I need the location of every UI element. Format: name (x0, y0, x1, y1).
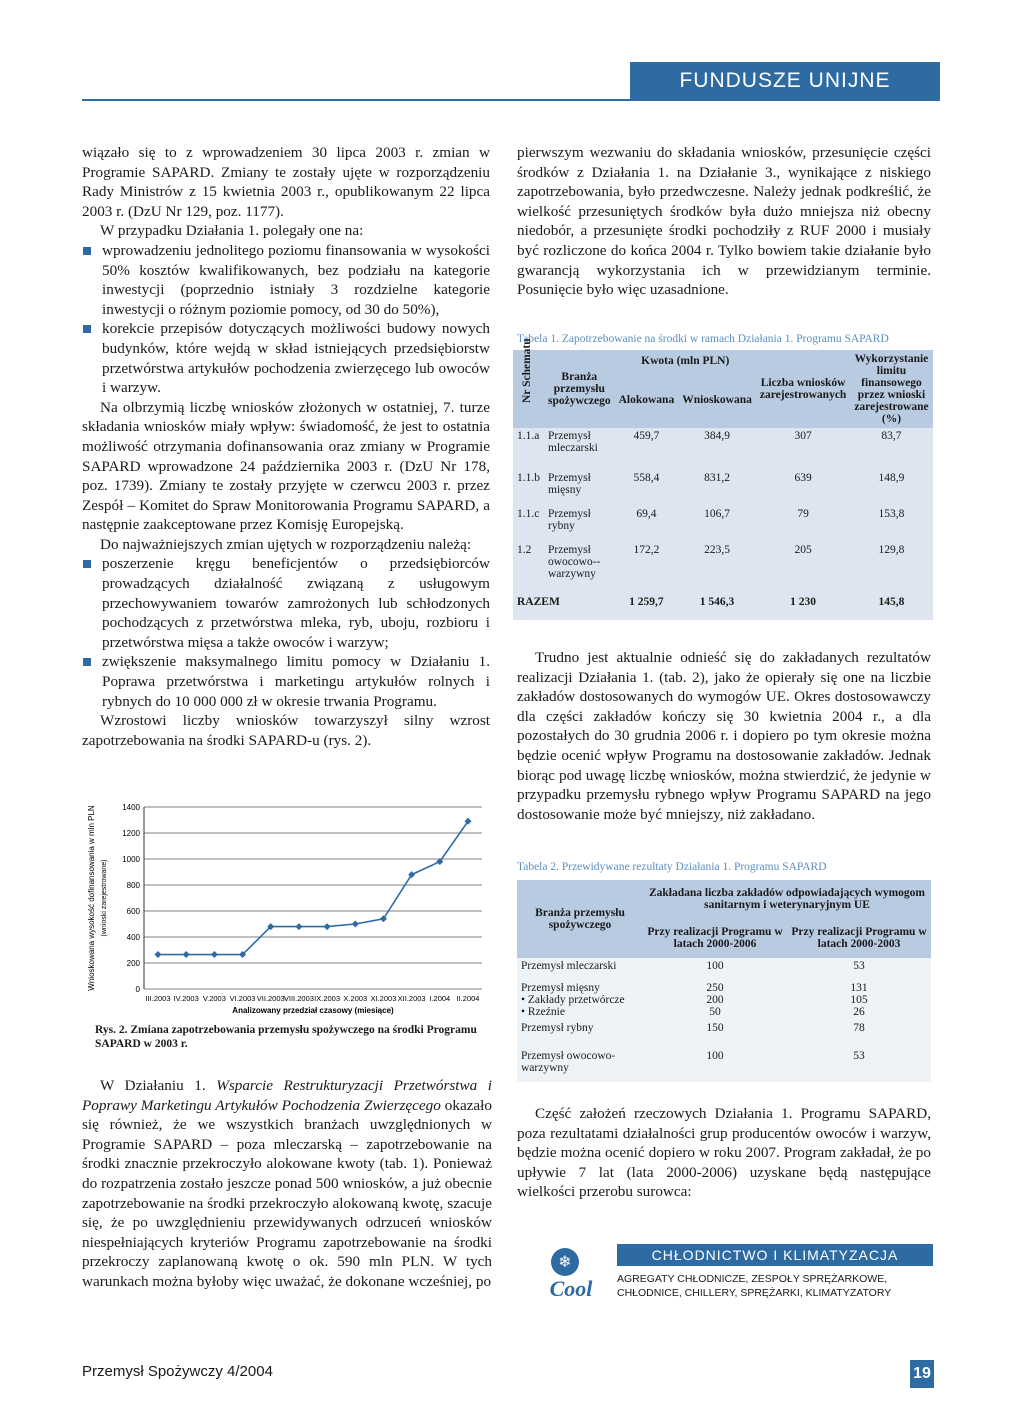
x-tick-label: VII.2003 (256, 994, 285, 1003)
x-tick-label: II.2004 (456, 994, 480, 1003)
section-header-band (630, 62, 940, 100)
x-tick-label: III.2003 (145, 994, 171, 1003)
table2-header-without: Przy realizacji Programu w latach 2000-2003 (787, 918, 931, 958)
paragraph: Część założeń rzeczowych Działania 1. Programu SAPARD, poza rezultatami działalności grup producentów owoców i warzyw, będzie można ocenić dopiero w roku 2007. Program zakładał, że po upływie 7 lat (lata 2000-2006) uzyskane będą następujące wielkości przerobu surowca: (517, 1105, 931, 1201)
table-row: 1.1.c Przemysł rybny 69,4 106,7 79 153,8 (513, 506, 933, 542)
table-row: 1.2 Przemysł owocowo--warzywny 172,2 223,5 205 129,8 (513, 542, 933, 594)
y-tick-label: 800 (126, 881, 140, 890)
data-point (352, 921, 359, 928)
x-tick-label: VI.2003 (229, 994, 256, 1003)
bullet-item: korekcie przepisów dotyczących możliwości budowy nowych budynków, które wejdą w skład istniejących przedsiębiorstw przetwórstwa artykułów pochodzenia zwierzęcego lub owoców i warzyw. (82, 319, 490, 397)
y-tick-label: 0 (135, 985, 140, 994)
paragraph: W Działaniu 1. Wsparcie Restrukturyzacji Przetwórstwa i Poprawy Marketingu Artykułów Pochodzenia Zwierzęcego okazało się również, że we wszystkich branżach uwzględnionych w Programie SAPARD – poza mleczarską – zapotrzebowanie na środki znacznie przekroczyło alokowane kwoty (tab. 1). Ponieważ do rozpatrzenia zostało jeszcze ponad 500 wniosków, a już obecnie zapotrzebowanie na środki przekroczyło alokowaną kwotę, szacuje się, że po uwzględnieniu przewidywanych odrzuceń wniosków niespełniających kryteriów Programu zapotrzebowanie na środki przekroczy zaplanowaną kwotę o ok. 590 mln PLN. W tych warunkach można byłoby więc uważać, że dokonane wcześniej, po (82, 1077, 492, 1290)
bullet-item: wprowadzeniu jednolitego poziomu finansowania w wysokości 50% kosztów kwalifikowanych, bez podziału na kategorie inwestycji (poprzednio istniały 3 rozdzielne kategorie inwestycji o różnym poziomie pomocy, od 30 do 50%), (82, 241, 490, 319)
page-number: 19 (910, 1360, 934, 1388)
x-tick-label: XI.2003 (370, 994, 397, 1003)
table2-header-with: Przy realizacji Programu w latach 2000-2006 (643, 918, 787, 958)
journal-footer: Przemysł Spożywczy 4/2004 (82, 1363, 273, 1380)
table-row: • Zakłady przetwórcze 200 105 (517, 994, 931, 1006)
y-tick-label: 600 (126, 907, 140, 916)
table1-header-quota: Kwota (mln PLN) (615, 350, 756, 372)
table1-header-req: Wnioskowana (678, 372, 756, 428)
paragraph: Wzrostowi liczby wniosków towarzyszył silny wzrost zapotrzebowania na środki SAPARD-u (rys. 2). (82, 712, 490, 749)
bullet-item: zwiększenie maksymalnego limitu pomocy w Działaniu 1. Poprawa przetwórstwa i marketingu artykułów rolnych i rybnych do 10 000 000 zł w okresie trwania Programu. (82, 652, 490, 711)
ad-text: AGREGATY CHŁODNICZE, ZESPOŁY SPRĘŻARKOWE, CHŁODNICE, CHILLERY, SPRĘŻARKI, KLIMATYZATORY (617, 1273, 892, 1299)
y-tick-label: 1200 (122, 829, 140, 838)
y-tick-label: 400 (126, 933, 140, 942)
cool-logo (537, 1244, 605, 1306)
x-tick-label: V.2003 (202, 994, 226, 1003)
table2-header-group: Zakładana liczba zakładów odpowiadających wymogom sanitarnym i weterynaryjnym UE (643, 880, 931, 918)
paragraph: wiązało się to z wprowadzeniem 30 lipca 2003 r. zmian w Programie SAPARD. Zmiany te zostały ujęte w rozporządzeniu Rady Ministrów z 15 kwietnia 2003 r., opublikowanym 22 lipca 2003 r. (DzU Nr 129, poz. 1177). (82, 144, 490, 220)
table1-caption: Tabela 1. Zapotrzebowanie na środki w ramach Działania 1. Programu SAPARD (517, 333, 889, 345)
table1-header-scheme: Nr Schematu (513, 350, 544, 428)
table2-caption: Tabela 2. Przewidywane rezultaty Działania 1. Programu SAPARD (517, 861, 827, 873)
line-chart (82, 785, 492, 1020)
y-axis-sublabel: (wnioski zarejestrowane) (101, 859, 108, 937)
x-tick-label: VIII.2003 (283, 994, 314, 1003)
x-tick-label: IV.2003 (173, 994, 199, 1003)
right-column-middle (517, 648, 931, 824)
right-column-top (517, 143, 931, 300)
x-tick-label: X.2003 (343, 994, 368, 1003)
x-tick-label: I.2004 (429, 994, 451, 1003)
table-row-total: RAZEM 1 259,7 1 546,3 1 230 145,8 (513, 594, 933, 620)
header-rule (82, 99, 940, 101)
table-row: Przemysł owocowo-warzywny 100 53 (517, 1048, 931, 1082)
table1-header-count: Liczba wniosków zarejestrowanych (756, 350, 850, 428)
svg-text:Cool: Cool (549, 1276, 593, 1301)
svg-text:❄: ❄ (558, 1252, 572, 1271)
right-column-bottom (517, 1104, 931, 1202)
x-axis-label: Analizowany przedział czasowy (miesiące) (232, 1006, 394, 1015)
left-column-bottom (82, 1076, 492, 1292)
table-row: Przemysł mleczarski 100 53 (517, 958, 931, 980)
table-row: • Rzeźnie 50 26 (517, 1006, 931, 1020)
data-point (155, 951, 162, 958)
paragraph: Trudno jest aktualnie odnieść się do zakładanych rezultatów realizacji Działania 1. (tab. 2), jako że opierały się one na liczbie zakładów dostosowanych do wymogów UE. Okres dostosowawczy dla części zakładów kończy się 30 kwietnia 2004 r., a dla pozostałych do 30 grudnia 2006 r. i dopiero po tym okresie można będzie ocenić wpływ Programu na dostosowanie zakładów. Jednak biorąc pod uwagę liczbę wniosków, można stwierdzić, że jedynie w przypadku przemysłu rybnego wpływ Programu SAPARD na jego dostosowanie może być mniejszy, niż zakładano. (517, 649, 931, 823)
ad-title: CHŁODNICTWO I KLIMATYZACJA (651, 1247, 899, 1263)
data-point (295, 923, 302, 930)
table1-header-branch: Branża przemysłu spożywczego (544, 350, 615, 428)
ad-title-band (617, 1244, 933, 1266)
table2-header-branch: Branża przemysłu spożywczego (517, 880, 643, 958)
data-series-line (158, 821, 468, 954)
y-axis-label: Wnioskowana wysokość dofinansowania w mln PLN (87, 805, 96, 991)
table-row: 1.1.b Przemysł mięsny 558,4 831,2 639 148,9 (513, 470, 933, 506)
paragraph: W przypadku Działania 1. polegały one na: (100, 222, 364, 240)
figure-caption: Rys. 2. Zmiana zapotrzebowania przemysłu spożywczego na środki Programu SAPARD w 2003 r. (95, 1024, 477, 1050)
data-point (324, 923, 331, 930)
table-row: Przemysł mięsny 250 131 (517, 980, 931, 994)
y-tick-label: 1400 (122, 803, 140, 812)
table-row: Przemysł rybny 150 78 (517, 1020, 931, 1048)
x-tick-label: XII.2003 (397, 994, 426, 1003)
data-point (211, 951, 218, 958)
table1-header-used: Wykorzystanie limitu finansowego przez wnioski zarejestrowane (%) (850, 350, 932, 428)
paragraph: Na olbrzymią liczbę wniosków złożonych w ostatniej, 7. turze składania wniosków miały wpływ: świadomość, że jest to ostatnia możliwość otrzymania dofinansowania oraz zmiany w Programie SAPARD wprowadzone 24 października 2003 r. (DzU Nr 178, poz. 1739). Zmiany te zostały przyjęte w czerwcu 2003 r. przez Zespół – Komitet do Spraw Monitorowania Programu SAPARD, a następnie zaakceptowane przez Komisję Europejską. (82, 398, 490, 534)
x-tick-label: IX.2003 (314, 994, 341, 1003)
data-point (183, 951, 190, 958)
table-row: 1.1.a Przemysł mleczarski 459,7 384,9 307 83,7 (513, 428, 933, 470)
section-title: FUNDUSZE UNIJNE (679, 69, 891, 92)
paragraph: Do najważniejszych zmian ujętych w rozporządzeniu należą: (100, 535, 472, 553)
y-tick-label: 1000 (122, 855, 140, 864)
table2 (517, 880, 931, 1082)
left-column-top (82, 143, 490, 750)
table1-header-alloc: Alokowana (615, 372, 679, 428)
paragraph: pierwszym wezwaniu do składania wniosków, przesunięcie części środków z Działania 1. na Działanie 3., wynikające z niskiego zapotrzebowania, było przedwczesne. Należy jednak podkreślić, że wielkość przesuniętych środków była dużo mniejsza niż obecny niedobór, a przesunięte środki pochodziły z RUF 2000 i musiały być rozliczone do końca 2004 r. Tylko bowiem takie działanie było gwarancją wykorzystania ich w przewidzianym terminie. Posunięcie było więc uzasadnione. (517, 144, 931, 299)
bullet-item: poszerzenie kręgu beneficjentów o przedsiębiorców prowadzących działalność związaną z usługowym przechowywaniem towarów zamrożonych lub schłodzonych pochodzących z przetwórstwa mleka, ryb, uboju, rozbioru i przetwórstwa mięsa a także owoców i warzyw; (82, 554, 490, 652)
y-tick-label: 200 (126, 959, 140, 968)
